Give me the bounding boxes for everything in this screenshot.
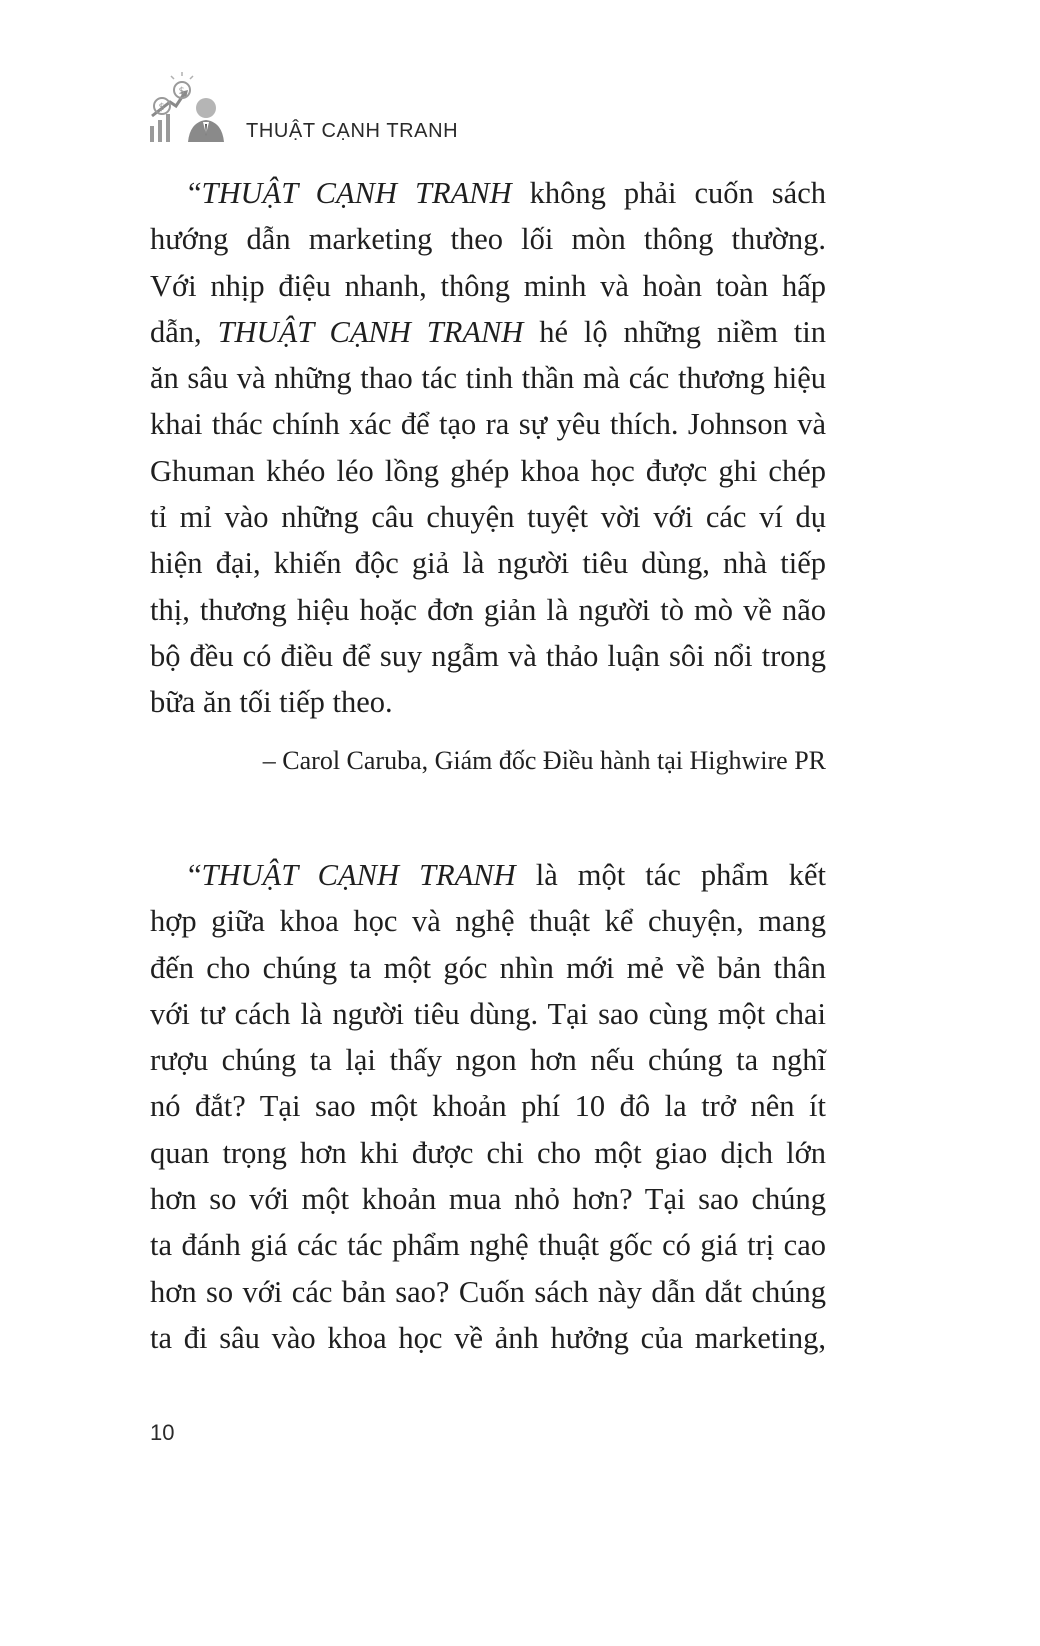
- running-header-title: THUẬT CẠNH TRANH: [246, 120, 459, 142]
- text-line: bộ đều có điều để suy ngẫm và thảo luận sôi nổi trong: [150, 638, 826, 673]
- text-line: thị, thương hiệu hoặc đơn giản là người tò mò về não: [150, 592, 826, 627]
- page-number: 10: [150, 1420, 175, 1445]
- text-line: nó đắt? Tại sao một khoản phí 10 đô la trở nên ít: [150, 1089, 826, 1124]
- running-header: [148, 70, 848, 150]
- quote-caruba: [150, 170, 826, 726]
- text-line: ăn sâu và những thao tác tinh thần mà các thương hiệu: [150, 361, 826, 396]
- book-title-italic: THUẬT CẠNH TRANH: [201, 176, 512, 210]
- text-line: “THUẬT CẠNH TRANH không phải cuốn sách: [188, 176, 826, 210]
- text-line: hướng dẫn marketing theo lối mòn thông thường.: [150, 222, 826, 257]
- quote-second: [150, 852, 826, 1361]
- text-line: “THUẬT CẠNH TRANH là một tác phẩm kết: [188, 858, 827, 892]
- text-line: Ghuman khéo léo lồng ghép khoa học được ghi chép: [150, 453, 826, 488]
- text-line: đến cho chúng ta một góc nhìn mới mẻ về bản thân: [150, 950, 826, 985]
- text-line: ta đánh giá các tác phẩm nghệ thuật gốc có giá trị cao: [150, 1228, 826, 1263]
- text-line: hợp giữa khoa học và nghệ thuật kể chuyện, mang: [150, 904, 826, 939]
- text-line: hơn so với các bản sao? Cuốn sách này dẫn dắt chúng: [150, 1274, 826, 1309]
- text-line: dẫn, THUẬT CẠNH TRANH hé lộ những niềm tin: [150, 314, 827, 349]
- text-line: tỉ mỉ vào những câu chuyện tuyệt vời với các ví dụ: [150, 500, 826, 535]
- svg-text:$: $: [178, 86, 185, 97]
- book-title-italic: THUẬT CẠNH TRANH: [201, 858, 516, 892]
- business-growth-icon: [148, 70, 238, 150]
- text-line: với tư cách là người tiêu dùng. Tại sao cùng một chai: [150, 996, 826, 1031]
- text-line: bữa ăn tối tiếp theo.: [150, 685, 393, 720]
- book-title-italic: THUẬT CẠNH TRANH: [217, 314, 524, 349]
- text-line: rượu chúng ta lại thấy ngon hơn nếu chúng ta nghĩ: [150, 1043, 826, 1078]
- text-line: hiện đại, khiến độc giả là người tiêu dùng, nhà tiếp: [150, 546, 826, 581]
- text-line: ta đi sâu vào khoa học về ảnh hưởng của marketing,: [150, 1320, 826, 1355]
- text-line: hơn so với một khoản mua nhỏ hơn? Tại sao chúng: [150, 1182, 826, 1217]
- attribution-caruba: – Carol Caruba, Giám đốc Điều hành tại Highwire PR: [262, 746, 826, 775]
- text-line: khai thác chính xác để tạo ra sự yêu thích. Johnson và: [150, 407, 826, 442]
- text-line: quan trọng hơn khi được chi cho một giao dịch lớn: [150, 1135, 826, 1170]
- svg-text:$: $: [158, 102, 165, 113]
- text-line: Với nhịp điệu nhanh, thông minh và hoàn toàn hấp: [150, 268, 826, 303]
